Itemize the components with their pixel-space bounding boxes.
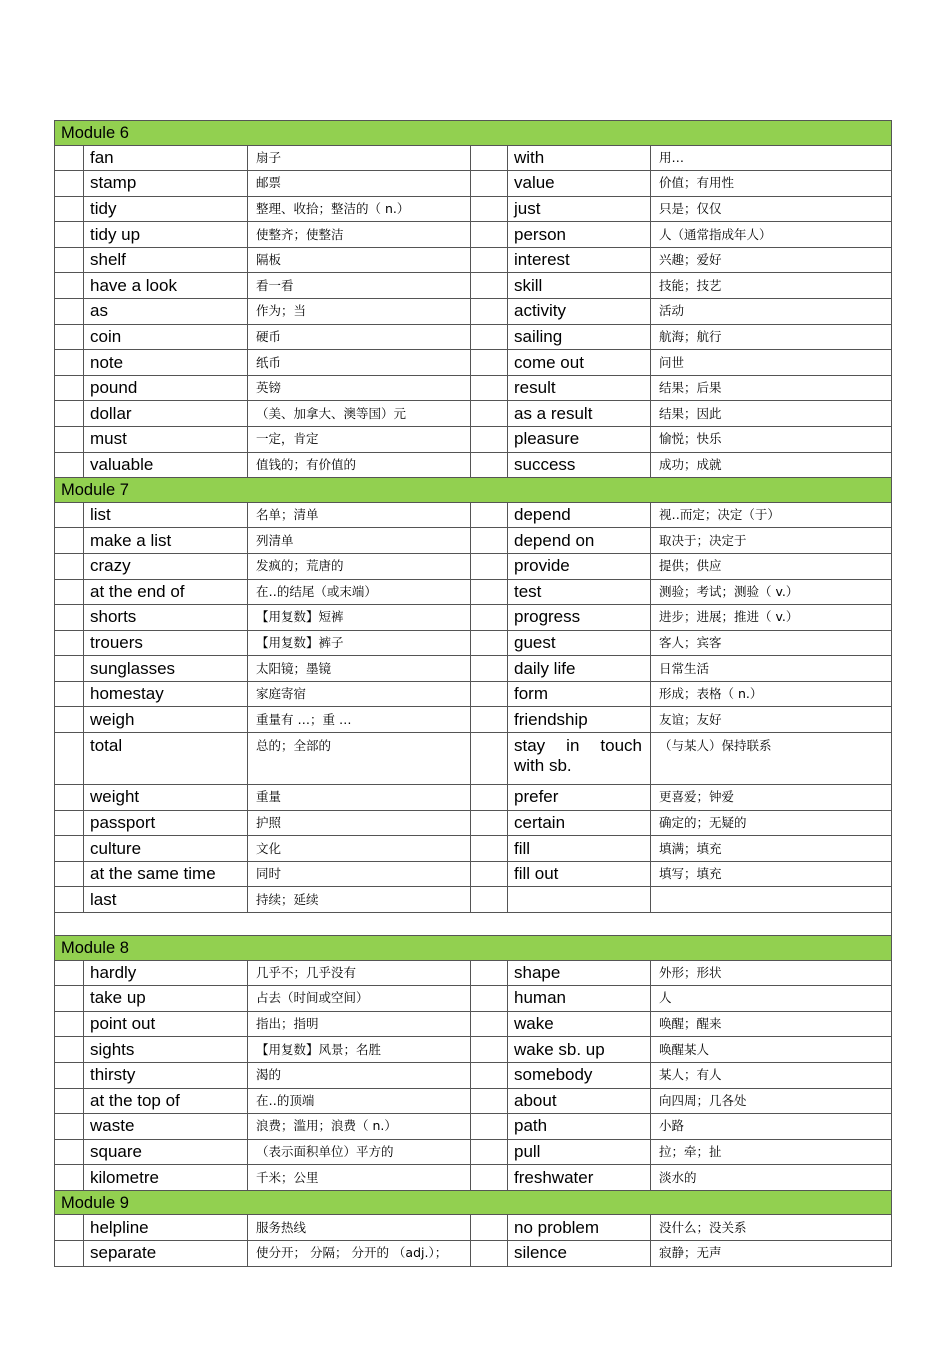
meaning-cell: 活动: [651, 299, 892, 325]
table-row: [55, 1062, 892, 1088]
meaning-cell: 寂静；无声: [651, 1240, 892, 1266]
row-marker-cell: [471, 427, 508, 453]
word-cell: interest: [508, 247, 651, 273]
meaning-cell: 提供；供应: [651, 553, 892, 579]
word-cell: point out: [84, 1011, 248, 1037]
table-row: [55, 579, 892, 605]
meaning-cell: 扇子: [248, 145, 471, 171]
table-row: [55, 273, 892, 299]
word-cell: hardly: [84, 960, 248, 986]
row-marker-cell: [55, 1037, 84, 1063]
row-marker-cell: [471, 171, 508, 197]
table-row: [55, 836, 892, 862]
meaning-cell: 价值；有用性: [651, 171, 892, 197]
word-cell: form: [508, 681, 651, 707]
meaning-cell: 浪费；滥用；浪费（ n.）: [248, 1114, 471, 1140]
row-marker-cell: [471, 836, 508, 862]
row-marker-cell: [471, 861, 508, 887]
table-row: [55, 861, 892, 887]
table-row: [55, 375, 892, 401]
meaning-cell: 某人；有人: [651, 1062, 892, 1088]
row-marker-cell: [471, 1062, 508, 1088]
table-row: [55, 1240, 892, 1266]
word-cell: crazy: [84, 553, 248, 579]
meaning-cell: 隔板: [248, 247, 471, 273]
table-row: [55, 324, 892, 350]
meaning-cell: 指出；指明: [248, 1011, 471, 1037]
row-marker-cell: [471, 145, 508, 171]
meaning-cell: 持续；延续: [248, 887, 471, 913]
word-cell: depend: [508, 502, 651, 528]
row-marker-cell: [55, 350, 84, 376]
meaning-cell: 小路: [651, 1114, 892, 1140]
row-marker-cell: [55, 707, 84, 733]
word-cell: certain: [508, 810, 651, 836]
word-cell: come out: [508, 350, 651, 376]
module-title: Module 7: [55, 478, 892, 503]
table-row: [55, 247, 892, 273]
word-cell: valuable: [84, 452, 248, 478]
meaning-cell: 太阳镜；墨镜: [248, 656, 471, 682]
word-cell: as: [84, 299, 248, 325]
meaning-cell: 一定，肯定: [248, 427, 471, 453]
row-marker-cell: [55, 247, 84, 273]
word-cell: [508, 887, 651, 913]
table-row: [55, 887, 892, 913]
word-cell: must: [84, 427, 248, 453]
module-header-row: [55, 936, 892, 961]
table-row: [55, 171, 892, 197]
meaning-cell: 英镑: [248, 375, 471, 401]
meaning-cell: 淡水的: [651, 1165, 892, 1191]
row-marker-cell: [55, 1139, 84, 1165]
word-cell: skill: [508, 273, 651, 299]
row-marker-cell: [471, 887, 508, 913]
row-marker-cell: [471, 553, 508, 579]
word-cell: total: [84, 733, 248, 785]
word-cell: as a result: [508, 401, 651, 427]
word-cell: stamp: [84, 171, 248, 197]
meaning-cell: 友谊；友好: [651, 707, 892, 733]
module-title: Module 8: [55, 936, 892, 961]
table-row: [55, 681, 892, 707]
row-marker-cell: [471, 986, 508, 1012]
meaning-cell: 拉；牵；扯: [651, 1139, 892, 1165]
meaning-cell: 【用复数】风景；名胜: [248, 1037, 471, 1063]
word-cell: [508, 733, 651, 785]
meaning-cell: 作为；当: [248, 299, 471, 325]
word-cell: guest: [508, 630, 651, 656]
row-marker-cell: [55, 986, 84, 1012]
word-cell: test: [508, 579, 651, 605]
row-marker-cell: [55, 579, 84, 605]
meaning-cell: 成功；成就: [651, 452, 892, 478]
meaning-cell: 视‥而定；决定（于）: [651, 502, 892, 528]
row-marker-cell: [55, 171, 84, 197]
meaning-cell: 日常生活: [651, 656, 892, 682]
row-marker-cell: [55, 222, 84, 248]
row-marker-cell: [55, 427, 84, 453]
table-row: [55, 986, 892, 1012]
row-marker-cell: [471, 579, 508, 605]
word-cell: dollar: [84, 401, 248, 427]
table-row: [55, 350, 892, 376]
meaning-cell: 值钱的；有价值的: [248, 452, 471, 478]
meaning-cell: 取决于；决定于: [651, 528, 892, 554]
row-marker-cell: [471, 196, 508, 222]
meaning-cell: 航海；航行: [651, 324, 892, 350]
meaning-cell: 看一看: [248, 273, 471, 299]
meaning-cell: 人（通常指成年人）: [651, 222, 892, 248]
word-cell: trouers: [84, 630, 248, 656]
meaning-cell: 向四周；几各处: [651, 1088, 892, 1114]
word-cell: silence: [508, 1240, 651, 1266]
row-marker-cell: [471, 1165, 508, 1191]
meaning-cell: 重量有 …；重 …: [248, 707, 471, 733]
word-cell: shorts: [84, 605, 248, 631]
row-marker-cell: [55, 836, 84, 862]
row-marker-cell: [471, 1139, 508, 1165]
word-cell: sunglasses: [84, 656, 248, 682]
table-row: [55, 1037, 892, 1063]
word-cell: at the top of: [84, 1088, 248, 1114]
meaning-cell: 更喜爱；钟爱: [651, 785, 892, 811]
word-cell: last: [84, 887, 248, 913]
word-cell: list: [84, 502, 248, 528]
table-row: [55, 1114, 892, 1140]
table-row: [55, 553, 892, 579]
word-cell: wake: [508, 1011, 651, 1037]
word-cell: wake sb. up: [508, 1037, 651, 1063]
word-cell: value: [508, 171, 651, 197]
word-cell: daily life: [508, 656, 651, 682]
table-row: [55, 401, 892, 427]
table-row: [55, 1011, 892, 1037]
row-marker-cell: [55, 1011, 84, 1037]
table-row: [55, 1139, 892, 1165]
word-cell: shelf: [84, 247, 248, 273]
row-marker-cell: [55, 1062, 84, 1088]
table-row: [55, 1165, 892, 1191]
row-marker-cell: [471, 1215, 508, 1241]
row-marker-cell: [55, 656, 84, 682]
meaning-cell: 发疯的；荒唐的: [248, 553, 471, 579]
meaning-cell: 兴趣；爱好: [651, 247, 892, 273]
row-marker-cell: [471, 222, 508, 248]
row-marker-cell: [471, 733, 508, 785]
row-marker-cell: [55, 887, 84, 913]
meaning-cell: 形成；表格（ n.）: [651, 681, 892, 707]
word-cell: culture: [84, 836, 248, 862]
word-cell: sailing: [508, 324, 651, 350]
meaning-cell: 【用复数】短裤: [248, 605, 471, 631]
row-marker-cell: [55, 452, 84, 478]
meaning-cell: 占去（时间或空间）: [248, 986, 471, 1012]
word-cell: result: [508, 375, 651, 401]
word-cell: homestay: [84, 681, 248, 707]
meaning-cell: 填满；填充: [651, 836, 892, 862]
meaning-cell: 进步；进展；推进（ v.）: [651, 605, 892, 631]
row-marker-cell: [55, 1088, 84, 1114]
word-cell: have a look: [84, 273, 248, 299]
row-marker-cell: [471, 452, 508, 478]
word-cell: weigh: [84, 707, 248, 733]
meaning-cell: 硬币: [248, 324, 471, 350]
meaning-cell: 愉悦；快乐: [651, 427, 892, 453]
word-cell: pleasure: [508, 427, 651, 453]
module-header-row: [55, 478, 892, 503]
word-cell: prefer: [508, 785, 651, 811]
word-cell: note: [84, 350, 248, 376]
word-cell: success: [508, 452, 651, 478]
meaning-cell: 文化: [248, 836, 471, 862]
table-row: [55, 502, 892, 528]
meaning-cell: 在‥的顶端: [248, 1088, 471, 1114]
row-marker-cell: [471, 630, 508, 656]
meaning-cell: 唤醒；醒来: [651, 1011, 892, 1037]
meaning-cell: 填写；填充: [651, 861, 892, 887]
row-marker-cell: [471, 273, 508, 299]
spacer-cell: [55, 913, 892, 936]
table-row: [55, 707, 892, 733]
word-cell: fan: [84, 145, 248, 171]
word-cell: fill: [508, 836, 651, 862]
word-cell: weight: [84, 785, 248, 811]
word-cell: no problem: [508, 1215, 651, 1241]
vocabulary-table-body: [55, 121, 892, 1267]
meaning-cell: 只是；仅仅: [651, 196, 892, 222]
table-row: [55, 630, 892, 656]
meaning-cell: 重量: [248, 785, 471, 811]
word-cell: pound: [84, 375, 248, 401]
meaning-cell: （美、加拿大、澳等国）元: [248, 401, 471, 427]
meaning-cell: 渴的: [248, 1062, 471, 1088]
word-cell: somebody: [508, 1062, 651, 1088]
row-marker-cell: [55, 630, 84, 656]
meaning-cell: 用…: [651, 145, 892, 171]
row-marker-cell: [55, 1215, 84, 1241]
table-row: [55, 605, 892, 631]
word-cell: sights: [84, 1037, 248, 1063]
row-marker-cell: [55, 196, 84, 222]
row-marker-cell: [55, 502, 84, 528]
meaning-cell: 没什么；没关系: [651, 1215, 892, 1241]
word-cell: shape: [508, 960, 651, 986]
word-cell: friendship: [508, 707, 651, 733]
row-marker-cell: [471, 324, 508, 350]
row-marker-cell: [471, 960, 508, 986]
row-marker-cell: [55, 375, 84, 401]
meaning-cell: （与某人）保持联系: [651, 733, 892, 785]
row-marker-cell: [471, 810, 508, 836]
word-cell: fill out: [508, 861, 651, 887]
word-cell: about: [508, 1088, 651, 1114]
word-cell: coin: [84, 324, 248, 350]
row-marker-cell: [55, 733, 84, 785]
table-row: [55, 222, 892, 248]
meaning-cell: 确定的；无疑的: [651, 810, 892, 836]
meaning-cell: 名单；清单: [248, 502, 471, 528]
table-row: [55, 733, 892, 785]
word-cell: person: [508, 222, 651, 248]
meaning-cell: 护照: [248, 810, 471, 836]
module-header-row: [55, 1190, 892, 1215]
spacer-row: [55, 913, 892, 936]
table-row: [55, 960, 892, 986]
meaning-cell: 整理、收拾；整洁的（ n.）: [248, 196, 471, 222]
table-row: [55, 196, 892, 222]
table-row: [55, 785, 892, 811]
meaning-cell: 邮票: [248, 171, 471, 197]
meaning-cell: 唤醒某人: [651, 1037, 892, 1063]
meaning-cell: 家庭寄宿: [248, 681, 471, 707]
module-header-row: [55, 121, 892, 146]
row-marker-cell: [55, 1114, 84, 1140]
row-marker-cell: [55, 605, 84, 631]
meaning-cell: [651, 887, 892, 913]
row-marker-cell: [55, 861, 84, 887]
module-title: Module 6: [55, 121, 892, 146]
word-cell: path: [508, 1114, 651, 1140]
row-marker-cell: [55, 145, 84, 171]
row-marker-cell: [55, 810, 84, 836]
row-marker-cell: [471, 375, 508, 401]
word-cell: kilometre: [84, 1165, 248, 1191]
word-cell: provide: [508, 553, 651, 579]
row-marker-cell: [55, 960, 84, 986]
table-row: [55, 1215, 892, 1241]
row-marker-cell: [471, 656, 508, 682]
meaning-cell: 列清单: [248, 528, 471, 554]
meaning-cell: 测验；考试；测验（ v.）: [651, 579, 892, 605]
row-marker-cell: [471, 1240, 508, 1266]
table-row: [55, 299, 892, 325]
meaning-cell: （表示面积单位）平方的: [248, 1139, 471, 1165]
row-marker-cell: [471, 502, 508, 528]
word-cell: thirsty: [84, 1062, 248, 1088]
meaning-cell: 使整齐；使整洁: [248, 222, 471, 248]
vocabulary-table: [54, 120, 892, 1267]
word-cell: pull: [508, 1139, 651, 1165]
word-cell: just: [508, 196, 651, 222]
word-cell: waste: [84, 1114, 248, 1140]
row-marker-cell: [55, 273, 84, 299]
row-marker-cell: [55, 681, 84, 707]
word-cell: activity: [508, 299, 651, 325]
word-cell: progress: [508, 605, 651, 631]
word-text: stay in touch with sb.: [514, 736, 642, 776]
row-marker-cell: [55, 785, 84, 811]
row-marker-cell: [55, 324, 84, 350]
word-cell: square: [84, 1139, 248, 1165]
module-title: Module 9: [55, 1190, 892, 1215]
meaning-cell: 技能；技艺: [651, 273, 892, 299]
meaning-cell: 结果；后果: [651, 375, 892, 401]
meaning-cell: 服务热线: [248, 1215, 471, 1241]
row-marker-cell: [471, 1114, 508, 1140]
row-marker-cell: [471, 1088, 508, 1114]
table-row: [55, 452, 892, 478]
row-marker-cell: [471, 605, 508, 631]
meaning-cell: 同时: [248, 861, 471, 887]
meaning-cell: 人: [651, 986, 892, 1012]
row-marker-cell: [471, 1011, 508, 1037]
word-cell: separate: [84, 1240, 248, 1266]
meaning-cell: 在‥的结尾（或末端）: [248, 579, 471, 605]
meaning-cell: 使分开； 分隔； 分开的 （adj.）；: [248, 1240, 471, 1266]
word-cell: tidy up: [84, 222, 248, 248]
meaning-cell: 【用复数】裤子: [248, 630, 471, 656]
word-cell: tidy: [84, 196, 248, 222]
word-cell: human: [508, 986, 651, 1012]
table-row: [55, 656, 892, 682]
word-cell: with: [508, 145, 651, 171]
word-cell: at the same time: [84, 861, 248, 887]
row-marker-cell: [471, 707, 508, 733]
word-cell: depend on: [508, 528, 651, 554]
row-marker-cell: [471, 528, 508, 554]
table-row: [55, 145, 892, 171]
table-row: [55, 427, 892, 453]
word-cell: helpline: [84, 1215, 248, 1241]
row-marker-cell: [471, 785, 508, 811]
row-marker-cell: [471, 1037, 508, 1063]
meaning-cell: 纸币: [248, 350, 471, 376]
word-cell: make a list: [84, 528, 248, 554]
row-marker-cell: [471, 401, 508, 427]
table-row: [55, 528, 892, 554]
row-marker-cell: [55, 528, 84, 554]
meaning-cell: 几乎不；几乎没有: [248, 960, 471, 986]
meaning-cell: 千米；公里: [248, 1165, 471, 1191]
meaning-cell: 结果；因此: [651, 401, 892, 427]
meaning-cell: 总的；全部的: [248, 733, 471, 785]
row-marker-cell: [471, 247, 508, 273]
row-marker-cell: [55, 299, 84, 325]
row-marker-cell: [55, 1240, 84, 1266]
row-marker-cell: [55, 553, 84, 579]
row-marker-cell: [471, 681, 508, 707]
meaning-cell: 外形；形状: [651, 960, 892, 986]
meaning-cell: 客人；宾客: [651, 630, 892, 656]
word-cell: at the end of: [84, 579, 248, 605]
row-marker-cell: [471, 350, 508, 376]
word-cell: passport: [84, 810, 248, 836]
table-row: [55, 810, 892, 836]
row-marker-cell: [471, 299, 508, 325]
row-marker-cell: [55, 401, 84, 427]
row-marker-cell: [55, 1165, 84, 1191]
meaning-cell: 问世: [651, 350, 892, 376]
word-cell: freshwater: [508, 1165, 651, 1191]
table-row: [55, 1088, 892, 1114]
word-cell: take up: [84, 986, 248, 1012]
